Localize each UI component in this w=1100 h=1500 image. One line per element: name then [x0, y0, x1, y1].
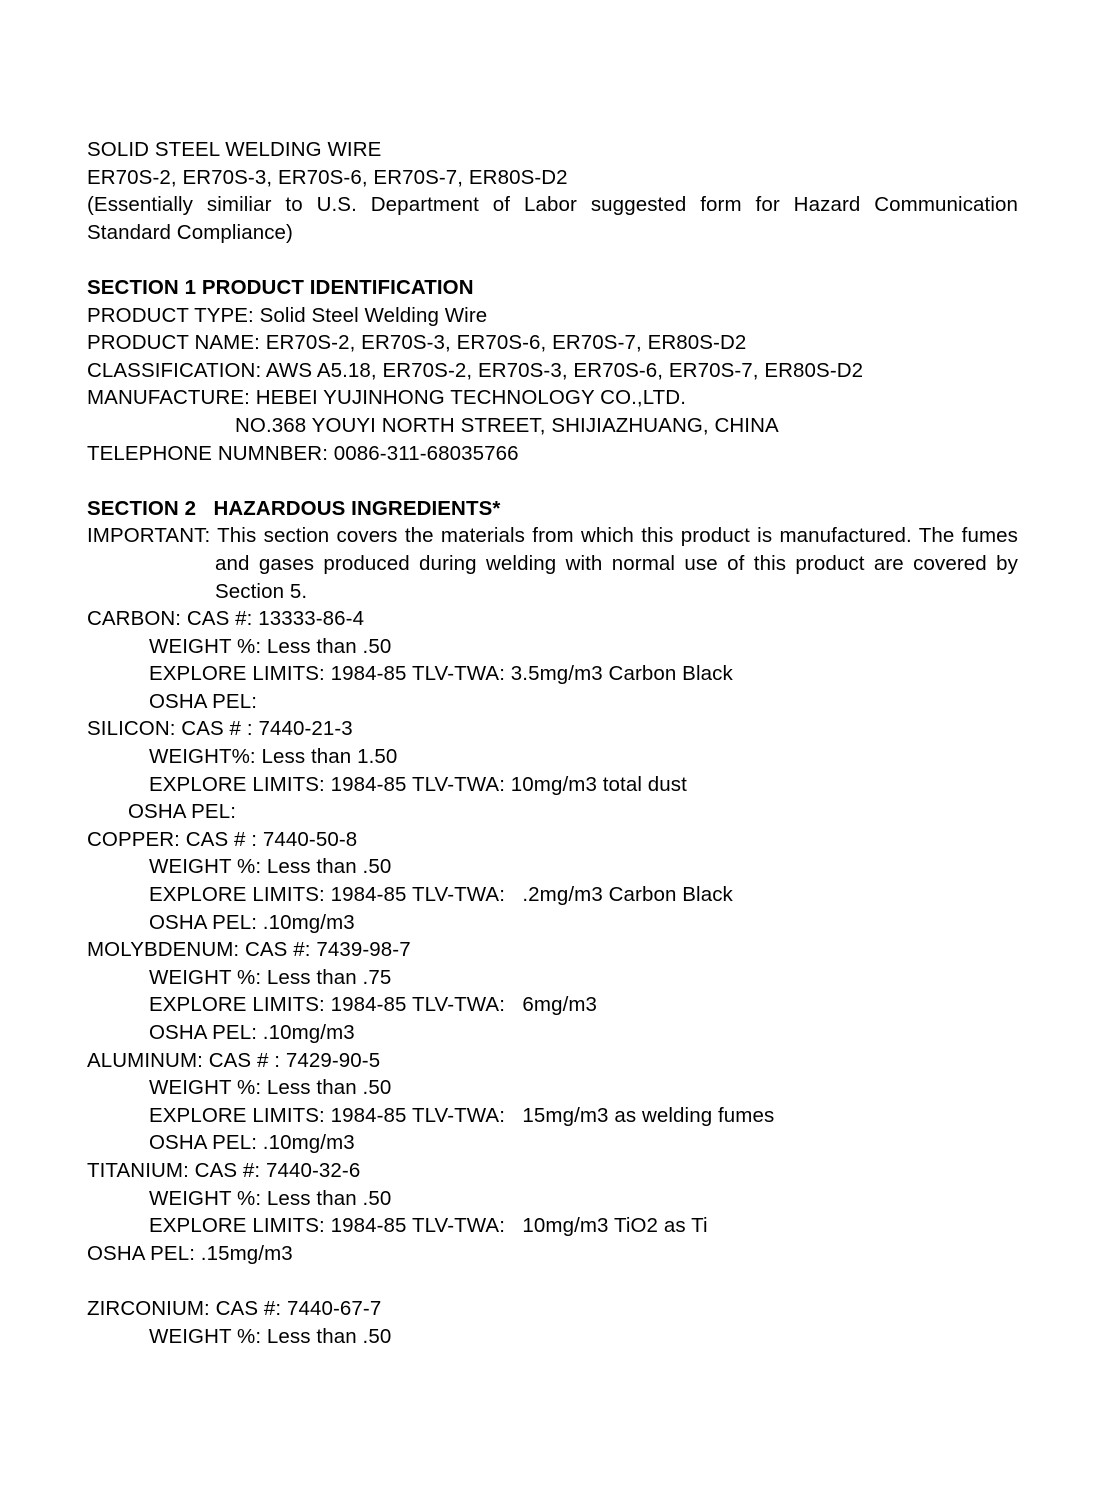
section-1-classification: CLASSIFICATION: AWS A5.18, ER70S-2, ER70S-3, ER70S-6, ER70S-7, ER80S-D2	[87, 358, 864, 382]
ingredient-molybdenum-explore-limits: EXPLORE LIMITS: 1984-85 TLV-TWA: 6mg/m3	[149, 993, 598, 1017]
ingredient-carbon-osha-pel: OSHA PEL:	[149, 689, 258, 713]
ingredient-carbon-cas: CARBON: CAS #: 13333-86-4	[87, 607, 365, 631]
section-1-address: NO.368 YOUYI NORTH STREET, SHIJIAZHUANG, CHINA	[235, 413, 779, 437]
ingredient-titanium-explore-limits: EXPLORE LIMITS: 1984-85 TLV-TWA: 10mg/m3 TiO2 as Ti	[149, 1214, 708, 1238]
document-title-line-1: SOLID STEEL WELDING WIRE	[87, 138, 382, 161]
ingredient-silicon-osha-pel: OSHA PEL:	[128, 800, 237, 824]
spacer-before-zirconium	[87, 1267, 1018, 1295]
ingredient-titanium-weight: WEIGHT %: Less than .50	[149, 1186, 392, 1210]
ingredient-aluminum-weight: WEIGHT %: Less than .50	[149, 1076, 392, 1100]
ingredient-silicon-explore-limits: EXPLORE LIMITS: 1984-85 TLV-TWA: 10mg/m3 total dust	[149, 772, 687, 796]
section-2-heading: SECTION 2 HAZARDOUS INGREDIENTS*	[87, 496, 501, 520]
ingredient-titanium-osha-pel: OSHA PEL: .15mg/m3	[87, 1241, 293, 1265]
ingredient-aluminum-osha-pel: OSHA PEL: .10mg/m3	[149, 1131, 355, 1155]
section-1-product-type: PRODUCT TYPE: Solid Steel Welding Wire	[87, 303, 488, 327]
ingredient-silicon-cas: SILICON: CAS # : 7440-21-3	[87, 717, 353, 741]
ingredient-molybdenum-cas: MOLYBDENUM: CAS #: 7439-98-7	[87, 938, 411, 962]
spacer-before-section-2	[87, 467, 1018, 495]
ingredient-copper-weight: WEIGHT %: Less than .50	[149, 855, 392, 879]
ingredient-zirconium-weight: WEIGHT %: Less than .50	[149, 1324, 392, 1348]
section-2-important-note: IMPORTANT: This section covers the materials from which this product is manufactured. The fumes and gases produced during welding with normal use of this product are covered by Section 5.	[87, 524, 1018, 603]
ingredient-carbon-explore-limits: EXPLORE LIMITS: 1984-85 TLV-TWA: 3.5mg/m3 Carbon Black	[149, 662, 733, 686]
section-1-product-name: PRODUCT NAME: ER70S-2, ER70S-3, ER70S-6, ER70S-7, ER80S-D2	[87, 331, 747, 355]
spacer-before-section-1	[87, 246, 1018, 274]
ingredient-molybdenum-weight: WEIGHT %: Less than .75	[149, 965, 392, 989]
document-content	[87, 136, 1018, 1350]
document-title-line-2: ER70S-2, ER70S-3, ER70S-6, ER70S-7, ER80S-D2	[87, 165, 568, 189]
ingredient-carbon-weight: WEIGHT %: Less than .50	[149, 634, 392, 658]
ingredient-aluminum-explore-limits: EXPLORE LIMITS: 1984-85 TLV-TWA: 15mg/m3 as welding fumes	[149, 1103, 775, 1127]
ingredient-aluminum-cas: ALUMINUM: CAS # : 7429-90-5	[87, 1048, 381, 1072]
ingredient-zirconium-cas: ZIRCONIUM: CAS #: 7440-67-7	[87, 1296, 382, 1320]
section-1-telephone: TELEPHONE NUMNBER: 0086-311-68035766	[87, 441, 519, 465]
ingredient-copper-osha-pel: OSHA PEL: .10mg/m3	[149, 910, 355, 934]
ingredient-copper-explore-limits: EXPLORE LIMITS: 1984-85 TLV-TWA: .2mg/m3 Carbon Black	[149, 883, 733, 907]
ingredient-copper-cas: COPPER: CAS # : 7440-50-8	[87, 827, 358, 851]
section-1-manufacture: MANUFACTURE: HEBEI YUJINHONG TECHNOLOGY CO.,LTD.	[87, 386, 687, 410]
ingredient-silicon-weight: WEIGHT%: Less than 1.50	[149, 745, 398, 769]
ingredient-titanium-cas: TITANIUM: CAS #: 7440-32-6	[87, 1158, 361, 1182]
section-1-heading: SECTION 1 PRODUCT IDENTIFICATION	[87, 275, 474, 299]
ingredient-molybdenum-osha-pel: OSHA PEL: .10mg/m3	[149, 1021, 355, 1044]
document-subtitle: (Essentially similiar to U.S. Department of Labor suggested form for Hazard Communication Standard Compliance)	[87, 193, 1018, 244]
